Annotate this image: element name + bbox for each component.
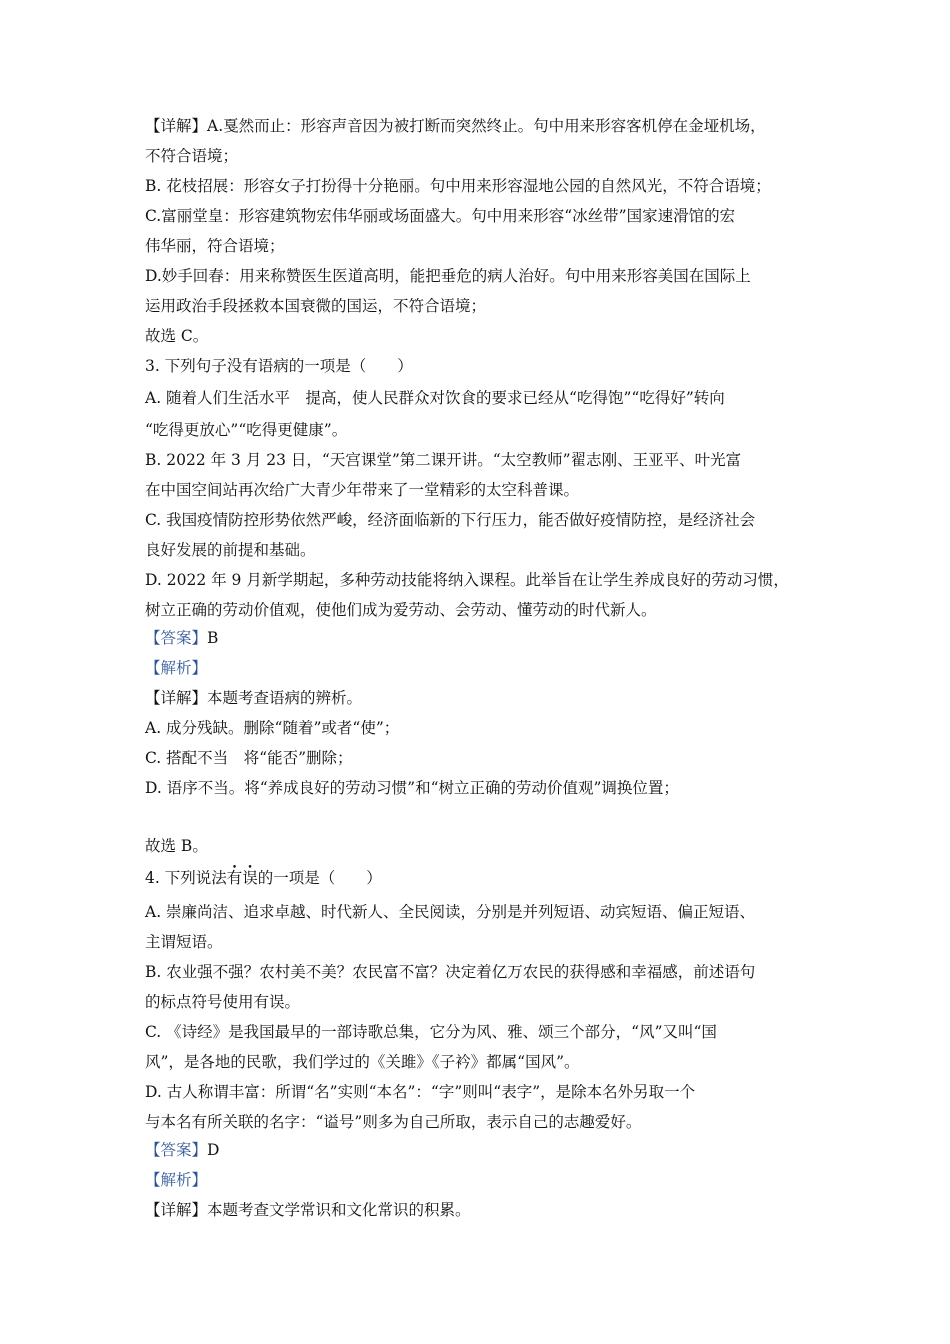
answer-label: 【答案】	[145, 1141, 208, 1159]
q4-analysis-label: 【解析】	[145, 1171, 208, 1189]
q4-stem	[145, 868, 382, 888]
q2-detail-c-line2: 伟华丽，符合语境；	[145, 237, 285, 255]
detail-label: 【详解】	[145, 689, 208, 707]
q4-stem-suffix: 的一项是（ ）	[257, 869, 382, 887]
emphasis-char-1: 有	[226, 869, 243, 887]
answer-value: D	[207, 1141, 220, 1159]
q4-option-b-line1: B. 农业强不强？农村美不美？农民富不富？决定着亿万农民的获得感和幸福感，前述语句	[145, 963, 756, 981]
detail-label: 【详解】	[145, 1201, 208, 1219]
q4-detail	[145, 1200, 471, 1220]
q2-detail-d-line2: 运用政治手段拯救本国衰微的国运，不符合语境；	[145, 297, 487, 315]
q3-option-c-line2: 良好发展的前提和基础。	[145, 541, 316, 559]
detail-text: 本题考查文学常识和文化常识的积累。	[207, 1201, 471, 1219]
q3-explain-d: D. 语序不当。将“养成良好的劳动习惯”和“树立正确的劳动价值观”调换位置；	[145, 779, 679, 797]
q4-option-a-line2: 主谓短语。	[145, 933, 223, 951]
q2-detail-a-line1	[145, 116, 766, 136]
q3-detail	[145, 688, 362, 708]
q3-analysis-label: 【解析】	[145, 659, 208, 677]
q4-stem-prefix: 4. 下列说法	[145, 869, 227, 887]
q2-detail-b-line: B. 花枝招展：形容女子打扮得十分艳丽。句中用来形容湿地公园的自然风光，不符合语境；	[145, 177, 771, 195]
q2-conclusion: 故选 C。	[145, 327, 209, 345]
q4-option-b-line2: 的标点符号使用有误。	[145, 993, 301, 1011]
q4-option-c-line2: 风”，是各地的民歌，我们学过的《关雎》《子衿》都属“国风”。	[145, 1053, 580, 1071]
q3-option-d-line1: D. 2022 年 9 月新学期起，多种劳动技能将纳入课程。此举旨在让学生养成良好的劳动习惯，	[145, 571, 789, 589]
q2-detail-c-line1: C.富丽堂皇：形容建筑物宏伟华丽或场面盛大。句中用来形容“冰丝带”国家速滑馆的宏	[145, 207, 736, 225]
q3-option-a-line1: A. 随着人们生活水平 提高，使人民群众对饮食的要求已经从“吃得饱”“吃得好”转向	[145, 389, 725, 407]
q4-option-c-line1: C. 《诗经》是我国最早的一部诗歌总集，它分为风、雅、颂三个部分，“风”又叫“国	[145, 1023, 717, 1041]
q3-answer	[145, 628, 218, 648]
q3-option-c-line1: C. 我国疫情防控形势依然严峻，经济面临新的下行压力，能否做好疫情防控，是经济社会	[145, 511, 756, 529]
q3-stem: 3. 下列句子没有语病的一项是（ ）	[145, 357, 413, 375]
q3-explain-a: A. 成分残缺。删除“随着”或者“使”；	[145, 719, 400, 737]
q4-option-d-line2: 与本名有所关联的名字：“谥号”则多为自己所取，表示自己的志趣爱好。	[145, 1113, 642, 1131]
q2-detail-a-line2: 不符合语境；	[145, 147, 239, 165]
detail-label: 【详解】	[145, 117, 208, 135]
q2-detail-a-text: A.戛然而止：形容声音因为被打断而突然终止。句中用来形容客机停在金垭机场，	[207, 117, 766, 135]
q3-option-d-line2: 树立正确的劳动价值观，使他们成为爱劳动、会劳动、懂劳动的时代新人。	[145, 601, 657, 619]
answer-value: B	[207, 629, 219, 647]
q4-answer	[145, 1140, 219, 1160]
q2-detail-d-line1: D.妙手回春：用来称赞医生医道高明，能把垂危的病人治好。句中用来形容美国在国际上	[145, 267, 751, 285]
q3-explain-c: C. 搭配不当 将“能否”删除；	[145, 749, 353, 767]
q4-option-d-line1: D. 古人称谓丰富：所谓“名”实则“本名”：“字”则叫“表字”，是除本名外另取一个	[145, 1083, 696, 1101]
q4-option-a-line1: A. 崇廉尚洁、追求卓越、时代新人、全民阅读，分别是并列短语、动宾短语、偏正短语、	[145, 903, 756, 921]
q3-option-a-line2: “吃得更放心”“吃得更健康”。	[145, 421, 348, 439]
q3-option-b-line1: B. 2022 年 3 月 23 日，“天宫课堂”第二课开讲。“太空教师”翟志刚、王亚平、叶光富	[145, 451, 742, 469]
q3-option-b-line2: 在中国空间站再次给广大青少年带来了一堂精彩的太空科普课。	[145, 481, 580, 499]
emphasis-char-2: 误	[242, 869, 258, 887]
detail-text: 本题考查语病的辨析。	[207, 689, 363, 707]
answer-label: 【答案】	[145, 629, 208, 647]
q3-conclusion: 故选 B。	[145, 837, 208, 855]
